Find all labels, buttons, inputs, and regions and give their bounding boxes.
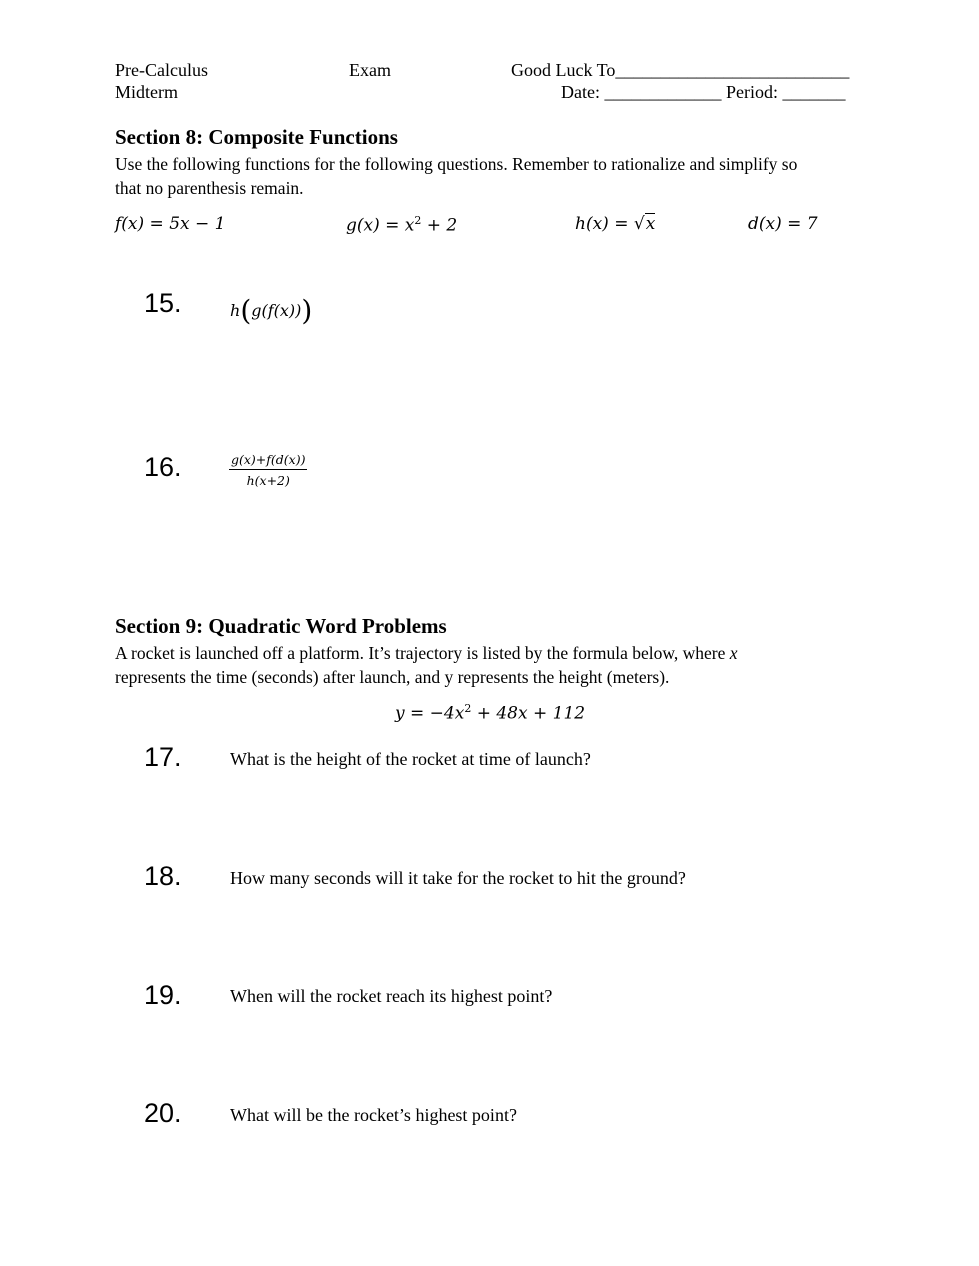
- sqrt-icon: √: [633, 214, 645, 234]
- section-8-title: Section 8: Composite Functions: [115, 125, 398, 149]
- section-9-intro-text: A rocket is launched off a platform. It’s trajectory is listed by the formula below, where: [115, 643, 730, 663]
- function-h-lhs: h(x) =: [575, 214, 634, 234]
- formula-exponent: 2: [464, 702, 472, 715]
- left-paren-icon: (: [240, 294, 252, 327]
- function-h-radicand: x: [645, 214, 656, 234]
- question-15-number: 15.: [144, 288, 182, 318]
- function-g-rest: + 2: [421, 215, 458, 236]
- good-luck-name-line: Good Luck To__________________________: [511, 60, 850, 80]
- function-g: [346, 214, 457, 236]
- question-18-text: How many seconds will it take for the rocket to hit the ground?: [230, 868, 686, 888]
- question-19-number: 19.: [144, 980, 182, 1010]
- question-15-expression: [230, 294, 312, 327]
- question-17-number: 17.: [144, 742, 182, 772]
- formula-lhs: y = −4x: [395, 703, 465, 724]
- section-9-intro-variable: x: [729, 643, 738, 663]
- section-9-title: Section 9: Quadratic Word Problems: [115, 614, 447, 638]
- question-19-text: When will the rocket reach its highest point?: [230, 986, 553, 1006]
- function-g-base: g(x) = x: [346, 215, 415, 236]
- trajectory-formula: [395, 702, 585, 724]
- question-16-number: 16.: [144, 452, 182, 482]
- midterm-label: Midterm: [115, 82, 178, 102]
- question-15-inner: g(f(x)): [251, 301, 302, 320]
- course-name: Pre-Calculus: [115, 60, 208, 80]
- formula-rhs: + 48x + 112: [471, 703, 586, 724]
- question-16-numerator: g(x)+f(d(x)): [229, 452, 307, 470]
- function-d: d(x) = 7: [748, 214, 818, 234]
- date-period-line: Date: _____________ Period: _______: [561, 82, 846, 102]
- question-20-text: What will be the rocket’s highest point?: [230, 1105, 517, 1125]
- exam-label: Exam: [349, 60, 391, 80]
- question-16-fraction: [229, 452, 307, 488]
- function-f: f(x) = 5x − 1: [115, 214, 226, 234]
- section-8-instructions-line1: Use the following functions for the following questions. Remember to rationalize and simplify so: [115, 154, 798, 174]
- function-h: [575, 214, 655, 234]
- right-paren-icon: ): [301, 294, 313, 327]
- section-9-intro-line2: represents the time (seconds) after launch, and y represents the height (meters).: [115, 667, 670, 687]
- function-g-exponent: 2: [414, 214, 422, 227]
- section-9-intro-line1: [115, 641, 738, 665]
- question-20-number: 20.: [144, 1098, 182, 1128]
- question-15-outer: h: [230, 301, 241, 320]
- question-16-denominator: h(x+2): [246, 473, 290, 488]
- question-18-number: 18.: [144, 861, 182, 891]
- section-8-instructions-line2: that no parenthesis remain.: [115, 178, 304, 198]
- question-17-text: What is the height of the rocket at time of launch?: [230, 749, 591, 769]
